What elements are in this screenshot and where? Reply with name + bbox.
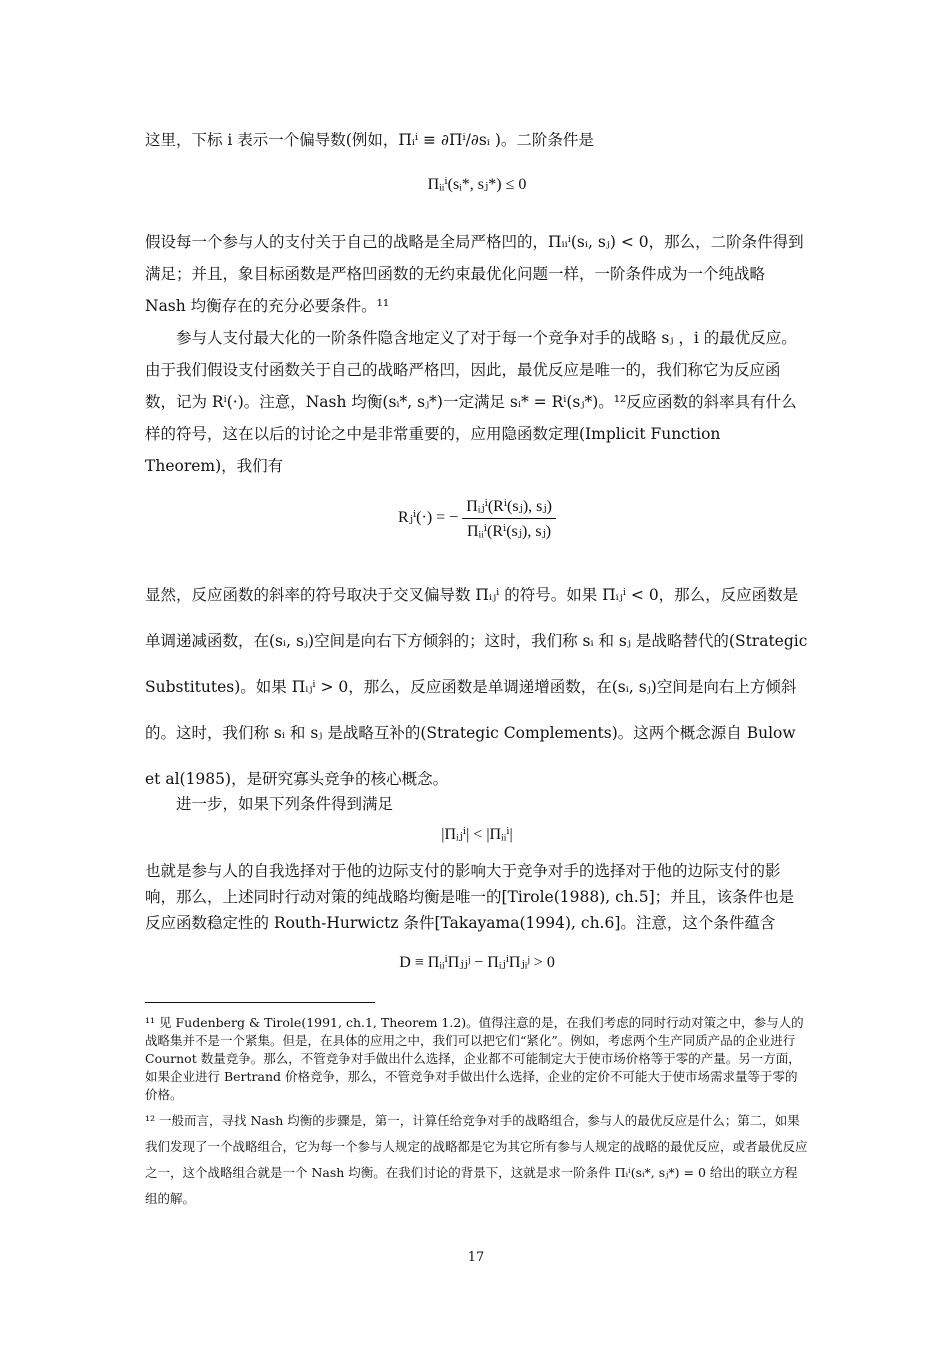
equation-reaction-slope (145, 496, 809, 541)
paragraph-3: 参与人支付最大化的一阶条件隐含地定义了对于每一个竞争对手的战略 sⱼ ，i 的最优反应。由于我们假设支付函数关于自己的战略严格凹，因此，最优反应是唯一的，我们称它为反应函数，记为 Rⁱ(·)。注意，Nash 均衡(sᵢ*, sⱼ*)一定满足 sᵢ* = Rⁱ(sⱼ*)。¹²反应函数的斜率具有什么样的符号，这在以后的讨论之中是非常重要的，应用隐函数定理(Implicit Function Theorem)，我们有 (145, 329, 797, 475)
page-number: 17 (467, 1250, 485, 1265)
footnote-11: ¹¹ 见 Fudenberg & Tirole(1991, ch.1, Theorem 1.2)。值得注意的是，在我们考虑的同时行动对策之中，参与人的战略集并不是一个紧集。但是，在具体的应用之中，我们可以把它们“紧化”。例如，考虑两个生产同质产品的企业进行 Cournot 数量竞争。那么，不管竞争对手做出什么选择，企业都不可能制定大于使市场价格等于零的产量。另一方面，如果企业进行 Bertrand 价格竞争，那么，不管竞争对手做出什么选择，企业的定价不可能大于使市场需求量等于零的价格。 (145, 1015, 804, 1102)
equation-lhs: Rⱼⁱ(·) = − (398, 509, 459, 527)
paragraph-5: 进一步，如果下列条件得到满足 (176, 795, 394, 813)
footnote-12: ¹² 一般而言，寻找 Nash 均衡的步骤是，第一，计算任给竞争对手的战略组合，参与人的最优反应是什么；第二，如果我们发现了一个战略组合，它为每一个参与人规定的战略都是它为其它所有参与人规定的战略的最优反应，或者最优反应之一，这个战略组合就是一个 Nash 均衡。在我们讨论的背景下，这就是求一阶条件 Πᵢⁱ(sᵢ*, sⱼ*) = 0 给出的联立方程组的解。 (145, 1113, 808, 1206)
equation-second-order: Πᵢᵢⁱ(sᵢ*, sⱼ*) ≤ 0 (427, 176, 527, 193)
paragraph-2: 假设每一个参与人的支付关于自己的战略是全局严格凹的，Πᵢᵢⁱ(sᵢ, sⱼ) < 0，那么，二阶条件得到满足；并且，象目标函数是严格凹函数的无约束最优化问题一样，一阶条件成为一个纯战略 Nash 均衡存在的充分必要条件。¹¹ (145, 233, 804, 315)
paragraph-1: 这里，下标 i 表示一个偏导数(例如，Πᵢⁱ ≡ ∂Πⁱ/∂sᵢ )。二阶条件是 (145, 131, 594, 149)
equation-denominator: Πᵢᵢⁱ(Rⁱ(sⱼ), sⱼ) (467, 523, 552, 540)
equation-uniqueness-condition: |Πᵢⱼⁱ| < |Πᵢᵢⁱ| (441, 826, 513, 843)
equation-determinant: D ≡ ΠᵢᵢⁱΠⱼⱼʲ − ΠᵢⱼⁱΠⱼᵢʲ > 0 (399, 954, 555, 971)
paragraph-6: 也就是参与人的自我选择对于他的边际支付的影响大于竞争对手的选择对于他的边际支付的影响，那么，上述同时行动对策的纯战略均衡是唯一的[Tirole(1988), ch.5]；并且，该条件也是反应函数稳定性的 Routh-Hurwictz 条件[Takayama(1994), ch.6]。注意，这个条件蕴含 (145, 862, 795, 932)
paragraph-4: 显然，反应函数的斜率的符号取决于交叉偏导数 Πᵢⱼⁱ 的符号。如果 Πᵢⱼⁱ < 0，那么，反应函数是单调递减函数，在(sᵢ, sⱼ)空间是向右下方倾斜的；这时，我们称 sᵢ 和 sⱼ 是战略替代的(Strategic Substitutes)。如果 Πᵢⱼⁱ > 0，那么，反应函数是单调递增函数，在(sᵢ, sⱼ)空间是向右上方倾斜的。这时，我们称 sᵢ 和 sⱼ 是战略互补的(Strategic Complements)。这两个概念源自 Bulow et al(1985)，是研究寡头竞争的核心概念。 (145, 586, 808, 788)
footnote-rule (145, 1002, 375, 1003)
equation-numerator: Πᵢⱼⁱ(Rⁱ(sⱼ), sⱼ) (462, 496, 556, 519)
equation-fraction (462, 496, 556, 541)
